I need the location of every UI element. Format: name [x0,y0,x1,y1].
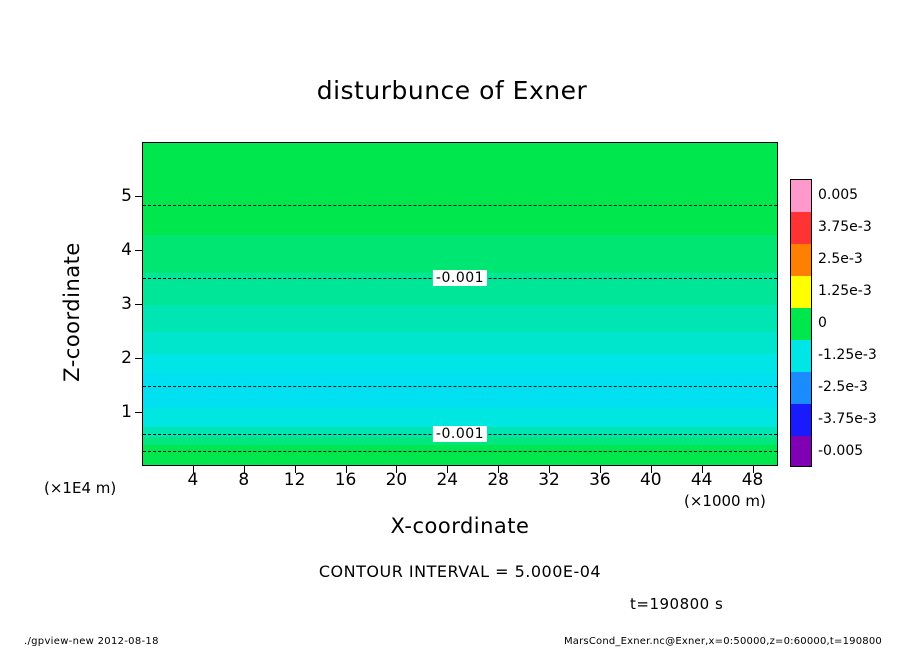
x-axis-tick-label: 32 [538,470,560,490]
x-axis-tick-label: 12 [283,470,306,490]
y-axis-tick-label: 5 [121,186,132,206]
contour-fill [143,143,777,465]
x-axis-unit: (×1000 m) [684,492,766,510]
footer-right-text: MarsCond_Exner.nc@Exner,x=0:50000,z=0:60000,t=190800 [563,636,882,647]
colorbar-tick-label: 0.005 [818,187,859,203]
x-axis-tick-label: 44 [690,470,713,490]
colorbar-segment [791,180,811,212]
colorbar-segment [791,436,811,467]
y-axis-tick-label: 2 [121,348,132,368]
y-axis-tick [135,412,142,413]
contour-band [143,332,777,354]
contour-band [143,408,777,427]
y-axis-tick-label: 4 [121,240,132,260]
colorbar-tick-label: 3.75e-3 [818,219,872,235]
x-axis-tick-label: 24 [436,470,459,490]
x-axis-tick-label: 4 [187,470,199,490]
x-axis-tick-label: 16 [334,470,357,490]
y-axis-tick [135,358,142,359]
y-axis-tick [135,304,142,305]
colorbar-tick-label: 0 [818,315,827,331]
y-axis-tick-label: 1 [121,402,132,422]
colorbar-tick-label: -1.25e-3 [818,347,877,363]
contour-band [143,305,777,333]
colorbar-tick-label: -0.005 [818,443,864,459]
colorbar-tick-label: -2.5e-3 [818,379,868,395]
contour-band [143,143,777,235]
colorbar-segment [791,404,811,436]
contour-line [143,451,777,452]
y-axis-tick [135,250,142,251]
contour-band [143,354,777,373]
contour-band [143,445,777,466]
x-axis-tick-label: 28 [487,470,509,490]
time-label: t=190800 s [630,595,724,613]
contour-line-label: -0.001 [433,426,487,442]
contour-interval-label: CONTOUR INTERVAL = 5.000E-04 [318,562,602,581]
contour-band [143,373,777,409]
plot-area [142,142,778,466]
colorbar [790,179,812,467]
colorbar-segment [791,308,811,340]
y-axis-tick-label: 3 [121,294,132,314]
y-axis-label: Z-coordinate [60,242,84,382]
colorbar-segment [791,340,811,372]
colorbar-tick-label: 2.5e-3 [818,251,863,267]
x-axis-label: X-coordinate [390,514,530,538]
footer-left-text: ./gpview-new 2012-08-18 [24,636,159,647]
x-axis-tick-label: 36 [589,470,611,490]
colorbar-segment [791,276,811,308]
x-axis-tick-label: 8 [238,470,250,490]
contour-band [143,235,777,273]
colorbar-segment [791,244,811,276]
x-axis-tick-label: 40 [639,470,662,490]
contour-line [143,205,777,206]
x-axis-tick-label: 20 [385,470,408,490]
colorbar-segment [791,372,811,404]
contour-line [143,386,777,387]
y-axis-tick [135,196,142,197]
x-axis-tick-label: 48 [741,470,764,490]
colorbar-segment [791,212,811,244]
colorbar-tick-label: -3.75e-3 [818,411,877,427]
page-title: disturbunce of Exner [316,76,588,105]
contour-line-label: -0.001 [433,270,487,286]
y-axis-unit: (×1E4 m) [44,479,117,497]
colorbar-tick-label: 1.25e-3 [818,283,872,299]
